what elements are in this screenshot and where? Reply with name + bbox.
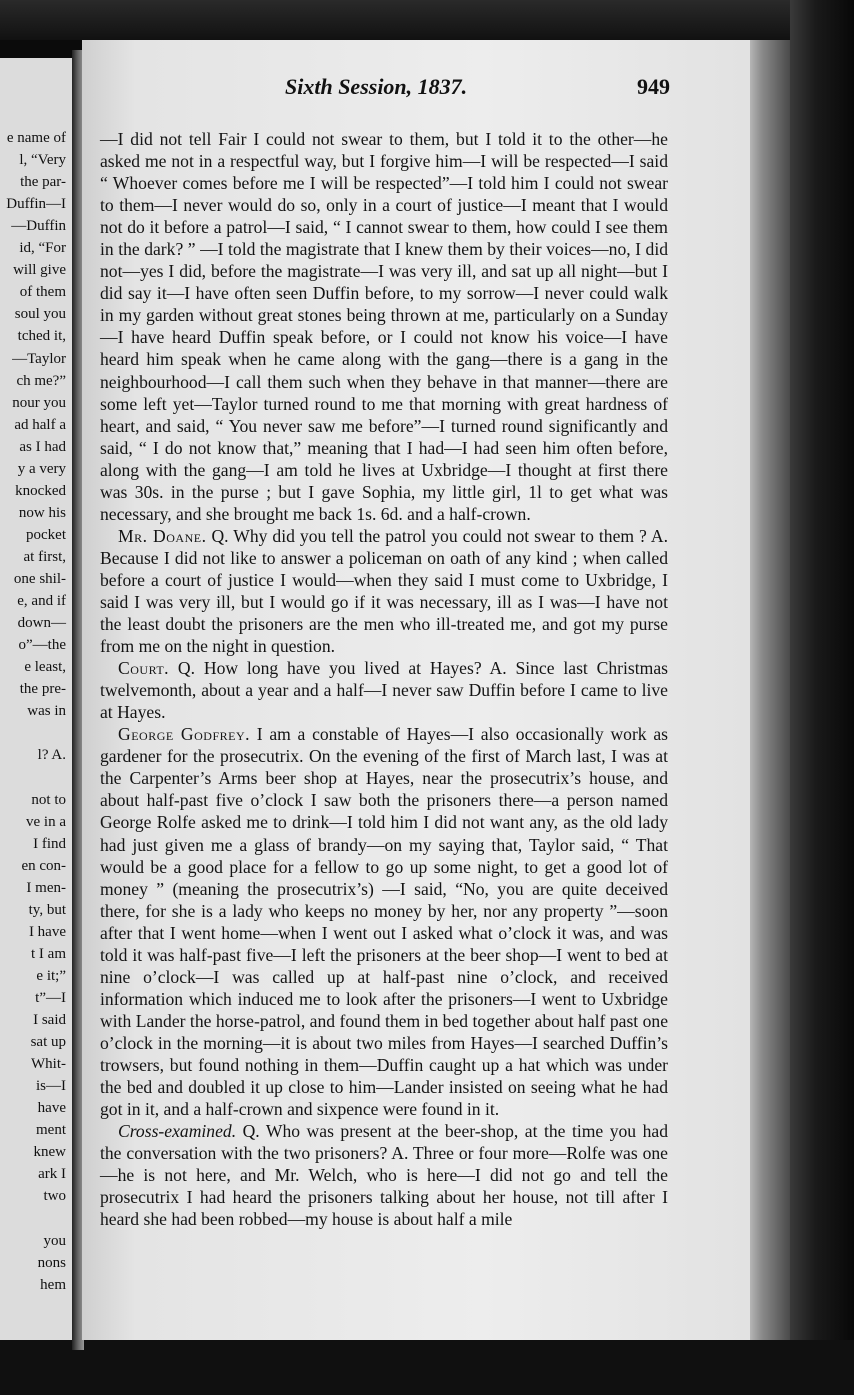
paragraph-text: —I did not tell Fair I could not swear to them, but I told it to the other—he asked me not in a respectful way, but I forgive him—I will be respected—I said “ Whoever comes before me I will be respected”—I told him I could not swear to them—I never would do so, only in a court of justice—I meant that I would not do it before a patrol—I said, “ I cannot swear to them, how could I see them in the dark? ” —I told the magistrate that I knew them by their voices—no, I did not—yes I did, before the magistrate—I was very ill, and sat up all night—but I did say it—I have often seen Duffin before, to my sorrow—I never could walk in my garden without great stones being thrown at me, particularly on a Sunday—I have heard Duffin speak before, or I could not know his voice—I have heard him speak when he came along with the gang—there is a gang in the neighbourhood—I call them such when they behave in that manner—there are some left yet—Taylor turned round to me that morning with great hardness of heart, and said, “ You never saw me before”—I turned round significantly and said, “ I do not know that,” meaning that I had—I had seen him often before, along with the gang—I am told he lives at Uxbridge—I thought at first there was 30s. in the purse ; but I gave Sophia, my little girl, 1l to get what was necessary, and she brought me back 1s. 6d. and a half-crown. (100, 129, 668, 524)
facing-page-line-fragment: now his (18, 504, 66, 521)
speaker-label: George Godfrey. (118, 724, 251, 745)
facing-page-line-fragment: will give (13, 262, 66, 279)
facing-page-line-fragment: I have (28, 923, 66, 940)
facing-page-line-fragment: hem (40, 1276, 66, 1293)
speaker-label: Court. (118, 658, 170, 679)
facing-page-line-fragment: ty, but (28, 901, 66, 918)
facing-page-line-fragment: o”—the (18, 637, 66, 654)
facing-page-line-fragment: knew (33, 1144, 66, 1161)
facing-page-line-fragment: Whit- (31, 1056, 66, 1073)
facing-page-line-fragment: at first, (23, 548, 66, 565)
facing-page-line-fragment: pocket (26, 526, 66, 543)
facing-page-line-fragment: —Taylor (12, 350, 66, 367)
facing-page-line-fragment: down— (17, 615, 66, 632)
facing-page-line-fragment: ch me?” (16, 372, 66, 389)
paragraph-text: Q. Who was present at the beer-shop, at the time you had the conversation with the two prisoners? A. Three or four more—Rolfe was one—he is not here, and Mr. Welch, who is here—I did not go and tell the prosecutrix I had heard the prisoners talking about her house, not till after I heard she had been robbed—my house is about half a mile (100, 1121, 668, 1230)
facing-page-line-fragment: was in (27, 703, 66, 720)
paragraph-text: I am a constable of Hayes—I also occasionally work as gardener for the prosecutrix. On the evening of the first of March last, I was at the Carpenter’s Arms beer shop at Hayes, near the prosecutrix’s house, and about half-past five o’clock I saw both the prisoners there—a person named George Rolfe asked me to drink—I told him I did not want any, as the old lady had just given me a glass of brandy—on my saying that, Taylor said, “ That would be a good place for a fellow to go up some night, to get a good lot of money ” (meaning the prosecutrix’s) —I said, “No, you are quite deceived there, for she is a lady who keeps no money by her, nor any property ”—soon after that I went home—when I went out I asked what o’clock it was, and was told it was half-past five—I left the prisoners at the beer shop—I went to bed at nine o’clock—I was called up at half-past nine o’clock, and received information which induced me to look after the prisoners—I went to Uxbridge with Lander the horse-patrol, and found them in bed together about half past one o’clock in the morning—it is about two miles from Hayes—I searched Duffin’s trowsers, but found nothing in them—Duffin caught up a hat which was under the bed and doubled it up close to him—Lander insisted on seeing what he had got in it, and a half-crown and sixpence were found in it. (100, 724, 668, 1120)
facing-page-line-fragment: ment (36, 1122, 66, 1139)
scan-background-top (0, 0, 854, 40)
facing-page-line-fragment: have (37, 1100, 66, 1117)
scan-background-right (790, 0, 854, 1395)
paragraph-testimony-continued (100, 128, 668, 525)
facing-page-line-fragment: l, “Very (19, 152, 66, 169)
facing-page-line-fragment: ve in a (26, 813, 66, 830)
running-head: Sixth Session, 1837. (285, 74, 468, 99)
facing-page-line-fragment: not to (31, 791, 66, 808)
facing-page-line-fragment: sat up (30, 1034, 66, 1051)
facing-page-line-fragment: soul you (14, 306, 66, 323)
facing-page-line-fragment: as I had (19, 438, 66, 455)
facing-page-line-fragment: t I am (31, 945, 66, 962)
facing-page-line-fragment: ad half a (14, 416, 66, 433)
facing-page-line-fragment: e it;” (36, 967, 66, 984)
facing-page-line-fragment: nour you (12, 394, 66, 411)
facing-page-line-fragment: I find (33, 835, 66, 852)
facing-page-line-fragment: I said (33, 1012, 66, 1028)
page-edge-shadow (750, 40, 790, 1340)
facing-page-line-fragment: e, and if (17, 593, 66, 610)
facing-page-line-fragment: en con- (21, 857, 66, 874)
facing-page-line-fragment: —Duffin (11, 218, 66, 235)
paragraph-text: Q. Why did you tell the patrol you could not swear to them ? A. Because I did not like to answer a policeman on oath of any kind ; when called before a court of justice I would—when they said I must come to Uxbridge, I said I was very ill, but I would go if it was necessary, ill as I was—I have not the least doubt the prisoners are the men who ill-treated me, and got my purse from me on the night in question. (100, 525, 668, 657)
page-number: 949 (637, 74, 670, 99)
facing-page-line-fragment: t”—I (35, 989, 66, 1006)
facing-page-line-fragment: one shil- (13, 571, 66, 587)
paragraph-george-godfrey (100, 723, 668, 1120)
facing-page-line-fragment: nons (37, 1254, 66, 1271)
speaker-label: Mr. Doane. (118, 525, 207, 546)
facing-page-line-fragment: the par- (20, 174, 66, 191)
page-body (100, 128, 668, 1230)
facing-page-line-fragment: you (43, 1232, 66, 1249)
facing-page-line-fragment: knocked (15, 482, 66, 499)
facing-page-line-fragment: Duffin—I (6, 196, 66, 213)
facing-page-line-fragment: I men- (26, 879, 66, 896)
page-header (100, 74, 670, 104)
facing-page-line-fragment: is—I (36, 1078, 66, 1095)
paragraph-court (100, 657, 668, 723)
facing-page-line-fragment: of them (19, 284, 66, 301)
facing-page-line-fragment: l? A. (37, 747, 66, 764)
scan-background-bottom (0, 1340, 854, 1395)
facing-page-line-fragment: ark I (38, 1166, 66, 1183)
facing-page-line-fragment: y a very (17, 460, 66, 477)
facing-page-fragment (0, 58, 75, 1340)
facing-page-line-fragment: id, “For (19, 240, 66, 257)
paragraph-text: Q. How long have you lived at Hayes? A. Since last Christmas twelvemonth, about a year and a half—I never saw Duffin before I came to live at Hayes. (100, 658, 668, 723)
facing-page-line-fragment: tched it, (17, 328, 66, 345)
facing-page-line-fragment: two (43, 1188, 66, 1205)
paragraph-cross-examined (100, 1120, 668, 1230)
facing-page-line-fragment: e name of (6, 130, 66, 146)
facing-page-line-fragment: the pre- (19, 681, 66, 698)
facing-page-line-fragment: e least, (24, 659, 66, 676)
paragraph-mr-doane (100, 525, 668, 657)
speaker-label: Cross-examined. (118, 1121, 237, 1142)
